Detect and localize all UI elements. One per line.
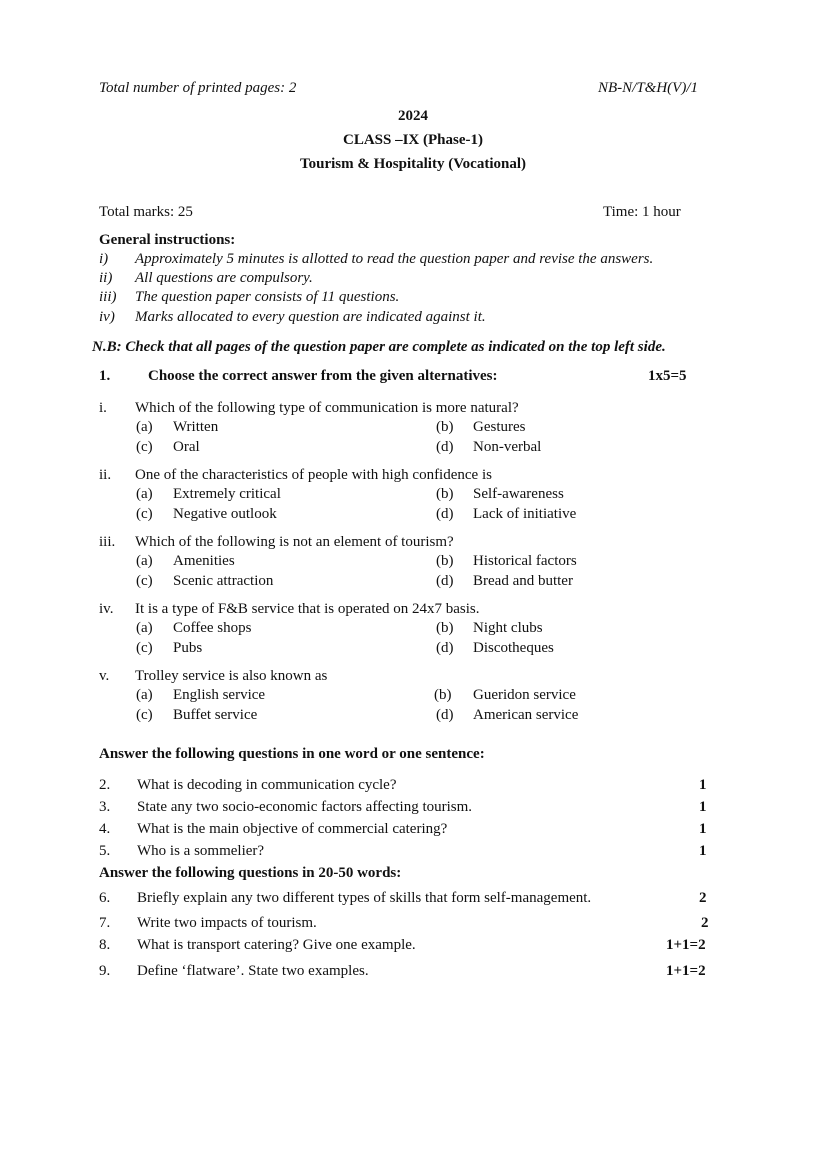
option-text: Bread and butter — [473, 573, 573, 589]
question-text: Which of the following is not an element of tourism? — [135, 534, 454, 550]
question-text: Define ‘flatware’. State two examples. — [137, 963, 369, 979]
question-text: Write two impacts of tourism. — [137, 915, 317, 931]
question-number: 4. — [99, 821, 111, 837]
option-label: (c) — [136, 707, 153, 723]
question-number: 8. — [99, 937, 111, 953]
question-number: 3. — [99, 799, 111, 815]
option-label: (b) — [436, 419, 454, 435]
option-text: Oral — [173, 439, 200, 455]
mcq-question — [0, 668, 826, 738]
option-label: (a) — [136, 486, 153, 502]
mcq-question — [0, 601, 826, 671]
question-text: Trolley service is also known as — [135, 668, 328, 684]
instruction-text: The question paper consists of 11 questions. — [135, 289, 400, 305]
option-label: (c) — [136, 573, 153, 589]
option-label: (a) — [136, 687, 153, 703]
option-text: Gestures — [473, 419, 526, 435]
question-marks: 1 — [699, 799, 707, 815]
question-number: 7. — [99, 915, 111, 931]
option-label: (a) — [136, 419, 153, 435]
option-text: Self-awareness — [473, 486, 564, 502]
option-label: (b) — [434, 687, 452, 703]
exam-year: 2024 — [398, 108, 428, 124]
instructions-heading: General instructions: — [99, 232, 236, 248]
option-text: Historical factors — [473, 553, 577, 569]
option-text: Buffet service — [173, 707, 258, 723]
section3-heading: Answer the following questions in 20-50 words: — [99, 865, 402, 881]
option-label: (c) — [136, 506, 153, 522]
option-text: Non-verbal — [473, 439, 542, 455]
option-label: (b) — [436, 486, 454, 502]
question-number: 5. — [99, 843, 111, 859]
option-text: Amenities — [173, 553, 235, 569]
question-marks: 2 — [699, 890, 707, 906]
question-number: 6. — [99, 890, 111, 906]
option-text: English service — [173, 687, 266, 703]
instruction-num: iii) — [99, 289, 117, 305]
question-text: Which of the following type of communication is more natural? — [135, 400, 519, 416]
question-number: i. — [99, 400, 107, 416]
class-line: CLASS –IX (Phase-1) — [342, 132, 483, 148]
question-text: Who is a sommelier? — [137, 843, 265, 859]
question-marks: 1 — [699, 843, 707, 859]
option-label: (d) — [436, 573, 454, 589]
question-text: One of the characteristics of people with high confidence is — [135, 467, 492, 483]
option-label: (d) — [436, 707, 454, 723]
option-label: (d) — [436, 640, 454, 656]
instruction-num: iv) — [99, 309, 115, 325]
question-marks: 2 — [701, 915, 709, 931]
option-label: (d) — [436, 506, 454, 522]
option-text: Coffee shops — [173, 620, 252, 636]
instruction-num: ii) — [99, 270, 113, 286]
instruction-text: Marks allocated to every question are indicated against it. — [135, 309, 486, 325]
option-text: Gueridon service — [473, 687, 576, 703]
question-number: iv. — [99, 601, 114, 617]
instruction-num: i) — [99, 251, 109, 267]
option-label: (c) — [136, 640, 153, 656]
option-label: (d) — [436, 439, 454, 455]
option-label: (c) — [136, 439, 153, 455]
option-text: American service — [473, 707, 579, 723]
question-number: iii. — [99, 534, 116, 550]
mcq-question — [0, 467, 826, 537]
option-text: Scenic attraction — [173, 573, 274, 589]
section1-title: Choose the correct answer from the given alternatives: — [148, 368, 498, 384]
mcq-question — [0, 534, 826, 604]
nb-note: N.B: Check that all pages of the question paper are complete as indicated on the top left side. — [92, 339, 666, 355]
option-text: Lack of initiative — [473, 506, 577, 522]
option-label: (a) — [136, 620, 153, 636]
instruction-text: Approximately 5 minutes is allotted to read the question paper and revise the answers. — [135, 251, 654, 267]
option-text: Written — [173, 419, 219, 435]
question-marks: 1 — [699, 821, 707, 837]
question-number: ii. — [99, 467, 112, 483]
section2-heading: Answer the following questions in one word or one sentence: — [99, 746, 485, 762]
total-marks: Total marks: 25 — [99, 204, 193, 220]
subject-title: Tourism & Hospitality (Vocational) — [300, 156, 526, 172]
question-text: Briefly explain any two different types of skills that form self-management. — [137, 890, 592, 906]
section1-number: 1. — [99, 368, 111, 384]
option-label: (b) — [436, 553, 454, 569]
option-text: Discotheques — [473, 640, 554, 656]
option-text: Night clubs — [473, 620, 543, 636]
paper-code: NB-N/T&H(V)/1 — [598, 80, 698, 96]
section1-marks: 1x5=5 — [648, 368, 687, 384]
question-marks: 1+1=2 — [666, 937, 706, 953]
question-text: What is decoding in communication cycle? — [137, 777, 397, 793]
question-marks: 1 — [699, 777, 707, 793]
time-allowed: Time: 1 hour — [603, 204, 681, 220]
question-number: 2. — [99, 777, 111, 793]
option-text: Extremely critical — [173, 486, 281, 502]
total-pages: Total number of printed pages: 2 — [99, 80, 297, 96]
option-text: Pubs — [173, 640, 203, 656]
question-text: State any two socio-economic factors affecting tourism. — [137, 799, 473, 815]
option-label: (a) — [136, 553, 153, 569]
question-text: It is a type of F&B service that is operated on 24x7 basis. — [135, 601, 480, 617]
question-text: What is transport catering? Give one example. — [137, 937, 416, 953]
question-marks: 1+1=2 — [666, 963, 706, 979]
question-number: v. — [99, 668, 110, 684]
option-label: (b) — [436, 620, 454, 636]
instruction-text: All questions are compulsory. — [135, 270, 313, 286]
question-text: What is the main objective of commercial catering? — [137, 821, 448, 837]
question-number: 9. — [99, 963, 111, 979]
option-text: Negative outlook — [173, 506, 277, 522]
mcq-question — [0, 400, 826, 470]
